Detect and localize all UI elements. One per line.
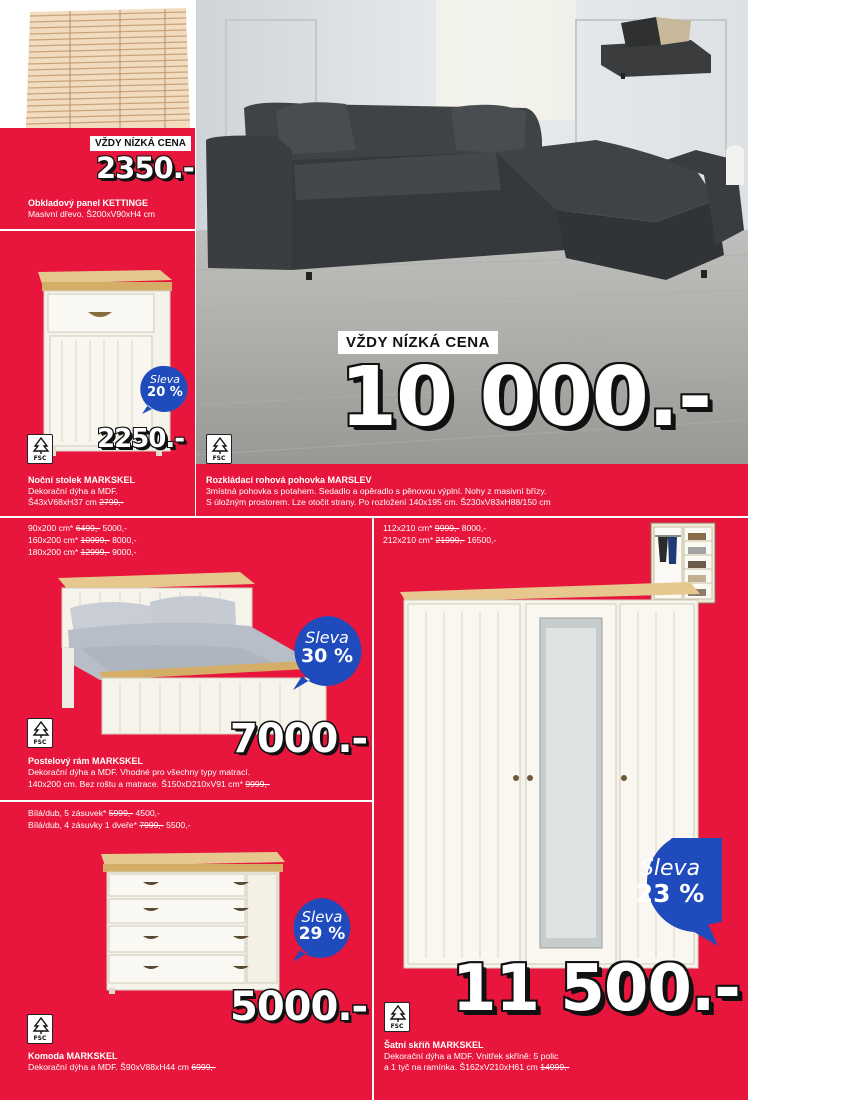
dresser-variant-row — [28, 820, 190, 831]
wardrobe-size-old: 9999,- — [434, 523, 460, 533]
nightstand-discount-badge — [140, 364, 190, 414]
wardrobe-size-row — [383, 523, 486, 534]
dresser-old-price: 6999,- — [191, 1062, 216, 1072]
nightstand-desc-1: Dekorační dýha a MDF. — [28, 486, 118, 496]
dresser-image — [95, 846, 290, 996]
dresser-variant-old: 5999,- — [108, 808, 134, 818]
sofa-desc-1: 3místná pohovka s potahem. Sedadlo a opěradlo s pěnovou výplní. Nohy z masivní břízy. — [206, 486, 547, 496]
wardrobe-title: Šatní skříň MARKSKEL — [384, 1040, 484, 1050]
wardrobe-desc-1: Dekorační dýha a MDF. Vnitřek skříně: 5 polic — [384, 1051, 559, 1061]
dresser-dims: Dekorační dýha a MDF. Š90xV88xH44 cm — [28, 1062, 189, 1072]
nightstand-badge-word: Sleva — [149, 373, 181, 386]
bed-size-label: 90x200 cm* — [28, 523, 74, 533]
dresser-variant-old: 7999,- — [139, 820, 164, 830]
wardrobe-dims: a 1 tyč na ramínka. Š162xV210xH61 cm — [384, 1062, 538, 1072]
kettinge-price: 2350.- — [96, 151, 194, 185]
wardrobe-badge-value: 23 % — [635, 879, 705, 908]
divider — [0, 800, 372, 802]
dresser-variant-new: 5500,- — [166, 820, 191, 830]
wardrobe-size-new: 16500,- — [467, 535, 497, 545]
bed-size-row — [28, 547, 136, 558]
tree-check-icon — [32, 437, 50, 455]
bed-fsc-text: FSC — [33, 739, 47, 746]
kettinge-desc: Masivní dřevo. Š200xV90xH4 cm — [28, 209, 156, 219]
nightstand-dims: Š43xV68xH37 cm — [28, 497, 97, 507]
sofa-desc-2: S úložným prostorem. Lze otočit strany. Po rozložení 140x195 cm. Š230xV83xH88/150 cm — [206, 497, 551, 507]
sofa-price-tag: VŽDY NÍZKÁ CENA — [338, 331, 498, 354]
divider — [195, 0, 196, 516]
tree-check-icon — [32, 721, 50, 739]
sofa-fsc-logo — [206, 434, 232, 464]
bed-discount-badge — [290, 614, 364, 690]
bed-size-row — [28, 523, 127, 534]
dresser-discount-badge — [290, 896, 354, 962]
bed-old-price: 9999,- — [245, 779, 270, 789]
dresser-fsc-text: FSC — [33, 1035, 47, 1042]
nightstand-price: 2250.- — [97, 424, 185, 454]
bed-fsc-logo — [27, 718, 53, 748]
bed-size-new: 5000,- — [102, 523, 127, 533]
dresser-badge-value: 29 % — [298, 924, 346, 944]
dresser-variant-new: 4500,- — [135, 808, 160, 818]
dresser-badge-word: Sleva — [301, 908, 343, 926]
dresser-variant-label: Bílá/dub, 5 zásuvek* — [28, 808, 107, 818]
wardrobe-size-row — [383, 535, 496, 546]
nightstand-badge-value: 20 % — [147, 385, 183, 400]
dresser-fsc-logo — [27, 1014, 53, 1044]
wardrobe-fsc-logo — [384, 1002, 410, 1032]
bed-size-label: 160x200 cm* — [28, 535, 79, 545]
divider — [372, 517, 374, 1100]
nightstand-fsc-logo — [27, 434, 53, 464]
bed-size-old: 6499,- — [75, 523, 101, 533]
tree-check-icon — [32, 1017, 50, 1035]
tree-check-icon — [389, 1005, 407, 1023]
tree-check-icon — [211, 437, 229, 455]
sofa-title: Rozkládací rohová pohovka MARSLEV — [206, 475, 372, 485]
bed-size-new: 9000,- — [112, 547, 137, 557]
wardrobe-price: 11 500.- — [452, 952, 740, 1026]
sofa-price: 10 000.- — [340, 350, 712, 445]
wardrobe-size-new: 8000,- — [461, 523, 487, 533]
divider — [0, 229, 195, 231]
bed-dims: 140x200 cm. Bez roštu a matrace. Š150xD210xV91 cm* — [28, 779, 243, 789]
bed-title: Postelový rám MARKSKEL — [28, 756, 144, 766]
bed-size-old: 12999,- — [80, 547, 110, 557]
wardrobe-desc-2 — [384, 1062, 569, 1073]
bed-price: 7000.- — [230, 716, 368, 762]
bed-size-old: 10999,- — [80, 535, 110, 545]
nightstand-title: Noční stolek MARKSKEL — [28, 475, 136, 485]
sofa-fsc-text: FSC — [212, 455, 226, 462]
bed-badge-word: Sleva — [305, 628, 349, 647]
dresser-desc — [28, 1062, 216, 1073]
bed-badge-value: 30 % — [300, 645, 354, 667]
wardrobe-size-label: 112x210 cm* — [383, 523, 433, 533]
kettinge-price-tag: VŽDY NÍZKÁ CENA — [90, 136, 191, 151]
dresser-title: Komoda MARKSKEL — [28, 1051, 118, 1061]
dresser-variant-row — [28, 808, 160, 819]
nightstand-desc-2 — [28, 497, 124, 508]
bed-size-label: 180x200 cm* — [28, 547, 79, 557]
bed-size-row — [28, 535, 136, 546]
wardrobe-fsc-text: FSC — [390, 1023, 404, 1030]
wardrobe-size-label: 212x210 cm* — [383, 535, 434, 545]
bed-desc-1: Dekorační dýha a MDF. Vhodné pro všechny typy matrací. — [28, 767, 251, 777]
right-margin — [748, 0, 850, 1100]
kettinge-panel-image — [0, 0, 195, 128]
bed-size-new: 8000,- — [112, 535, 137, 545]
bed-desc-2 — [28, 779, 270, 790]
divider — [0, 516, 850, 518]
nightstand-old-price: 2799,- — [99, 497, 124, 507]
nightstand-fsc-text: FSC — [33, 455, 47, 462]
wardrobe-size-old: 21999,- — [435, 535, 465, 545]
dresser-price: 5000.- — [230, 984, 368, 1030]
wardrobe-discount-badge — [618, 838, 722, 946]
kettinge-title: Obkladový panel KETTINGE — [28, 198, 149, 208]
wardrobe-old-price: 14999,- — [540, 1062, 570, 1072]
wardrobe-badge-word: Sleva — [639, 856, 701, 881]
dresser-variant-label: Bílá/dub, 4 zásuvky 1 dveře* — [28, 820, 137, 830]
